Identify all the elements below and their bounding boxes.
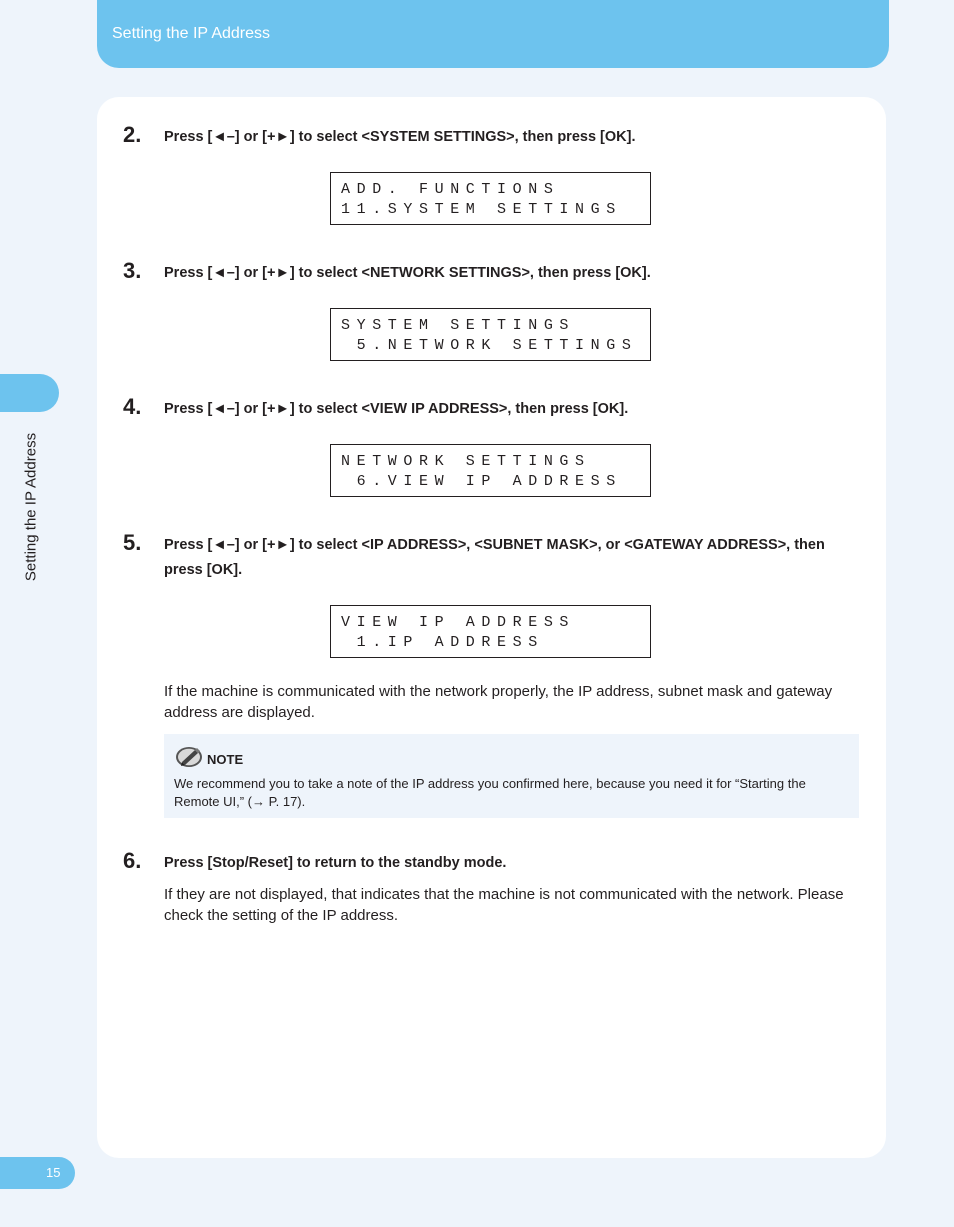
lcd-line-2: 5.NETWORK SETTINGS <box>341 337 638 354</box>
step-description: If they are not displayed, that indicates that the machine is not communicated with the network. Please check the setting of the IP address. <box>164 886 844 924</box>
lcd-display <box>330 308 651 361</box>
lcd-display <box>330 605 651 658</box>
lcd-line-1: ADD. FUNCTIONS <box>341 181 560 198</box>
step-number: 3. <box>123 258 142 283</box>
step-instruction: Press [◄–] or [+►] to select <SYSTEM SETTINGS>, then press [OK]. <box>164 129 636 145</box>
lcd-line-1: NETWORK SETTINGS <box>341 453 591 470</box>
step-instruction: Press [Stop/Reset] to return to the standby mode. <box>164 855 507 871</box>
note-box <box>164 734 859 818</box>
step-number: 4. <box>123 394 142 419</box>
lcd-line-2: 1.IP ADDRESS <box>341 634 544 651</box>
step-instruction: Press [◄–] or [+►] to select <IP ADDRESS>, <SUBNET MASK>, or <GATEWAY ADDRESS>, then press [OK]. <box>164 537 825 578</box>
side-tab <box>0 374 59 412</box>
content-card <box>97 97 886 1158</box>
lcd-line-2: 11.SYSTEM SETTINGS <box>341 201 622 218</box>
note-text: We recommend you to take a note of the IP address you confirmed here, because you need it for “Starting the Remote UI,” (→ P. 17). <box>174 776 806 809</box>
lcd-line-1: VIEW IP ADDRESS <box>341 614 576 631</box>
step-number: 5. <box>123 530 142 555</box>
step-instruction: Press [◄–] or [+►] to select <VIEW IP ADDRESS>, then press [OK]. <box>164 401 629 417</box>
step-number: 6. <box>123 848 142 873</box>
step-number: 2. <box>123 122 142 147</box>
lcd-display <box>330 172 651 225</box>
pencil-note-icon <box>176 746 204 768</box>
lcd-display <box>330 444 651 497</box>
header-title: Setting the IP Address <box>112 25 271 42</box>
page-number: 15 <box>46 1165 61 1180</box>
note-label: NOTE <box>207 752 244 767</box>
lcd-line-1: SYSTEM SETTINGS <box>341 317 576 334</box>
step-description: If the machine is communicated with the network properly, the IP address, subnet mask and gateway address are displayed. <box>164 683 833 721</box>
side-section-label: Setting the IP Address <box>22 432 40 582</box>
lcd-line-2: 6.VIEW IP ADDRESS <box>341 473 622 490</box>
step-instruction: Press [◄–] or [+►] to select <NETWORK SETTINGS>, then press [OK]. <box>164 265 651 281</box>
page-header <box>97 0 889 68</box>
page-number-tab <box>0 1157 75 1189</box>
